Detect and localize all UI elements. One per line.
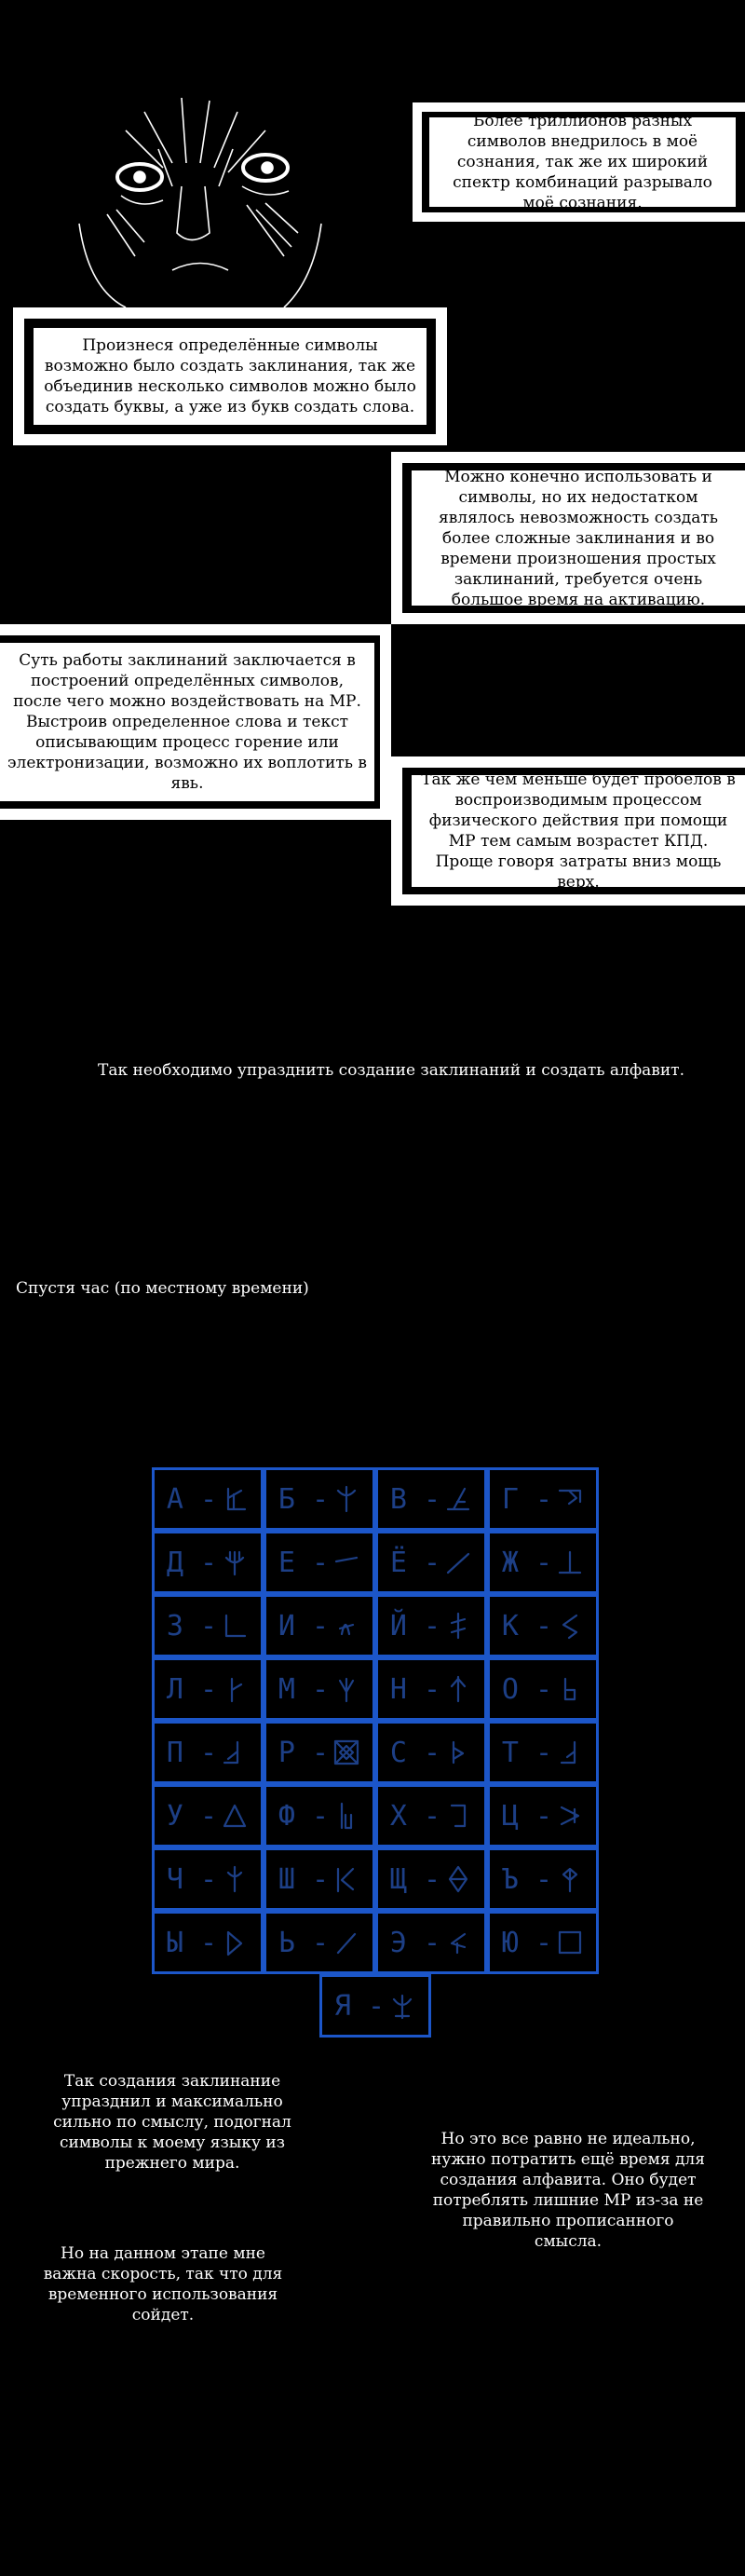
alphabet-cell [152, 1721, 264, 1784]
alphabet-letter: И - [278, 1609, 330, 1642]
alphabet-cell [264, 1784, 375, 1847]
alphabet-cell [487, 1531, 599, 1594]
alphabet-cell [375, 1847, 487, 1911]
glyph-i-icon [332, 1612, 360, 1640]
glyph-m-icon [332, 1675, 360, 1703]
alphabet-cell [152, 1594, 264, 1657]
alphabet-letter: Т - [501, 1736, 553, 1769]
glyph-zh-icon [556, 1548, 584, 1576]
glyph-sch-icon [444, 1865, 472, 1893]
alphabet-cell [487, 1911, 599, 1974]
alphabet-letter: Е - [278, 1546, 330, 1579]
alphabet-letter: В - [389, 1482, 441, 1516]
glyph-soft-icon [332, 1929, 360, 1956]
panel-text-right-2: Так же чем меньше будет пробелов в воспроизводимым процессом физического действия при помощи МР тем самым возрастет КПД. Проще говоря затраты вниз мощь верх. [412, 775, 745, 887]
alphabet-cell [487, 1657, 599, 1721]
panel-text-right-1: Можно конечно использовать и символы, но их недостатком являлось невозможность создать более сложные заклинания и во времени произношения простых заклинаний, требуется очень большое время на активацию. [412, 470, 745, 606]
panel-text-top-right: Более триллионов разных символов внедрилось в моё сознания, так же их широкий спектр комбинаций разрывало моё сознания. [429, 117, 736, 207]
glyph-hard-icon [556, 1865, 584, 1893]
face-illustration [70, 93, 331, 317]
alphabet-cell [264, 1467, 375, 1531]
alphabet-cell [375, 1657, 487, 1721]
glyph-k-icon [556, 1612, 584, 1640]
alphabet-cell [487, 1721, 599, 1784]
glyph-e-icon [332, 1548, 360, 1576]
glyph-t-icon [556, 1738, 584, 1766]
alphabet-cell [152, 1911, 264, 1974]
glyph-n-icon [444, 1675, 472, 1703]
alphabet-letter: Ф - [278, 1799, 330, 1833]
narration-time-skip: Спустя час (по местному времени) [16, 1279, 309, 1298]
glyph-l-icon [221, 1675, 249, 1703]
alphabet-letter: А - [166, 1482, 218, 1516]
alphabet-cell [375, 1531, 487, 1594]
glyph-s-icon [444, 1738, 472, 1766]
alphabet-letter: Щ - [389, 1862, 441, 1896]
speech-box-right-1 [391, 452, 745, 624]
alphabet-letter: Д - [166, 1546, 218, 1579]
alphabet-letter: П - [166, 1736, 218, 1769]
glyph-a-icon [221, 1485, 249, 1513]
alphabet-cell [152, 1847, 264, 1911]
alphabet-cell [264, 1721, 375, 1784]
alphabet-letter: Р - [278, 1736, 330, 1769]
glyph-ae-icon [444, 1929, 472, 1956]
glyph-o-icon [556, 1675, 584, 1703]
alphabet-cell [375, 1911, 487, 1974]
alphabet-cell [152, 1784, 264, 1847]
speech-box-right-2 [391, 756, 745, 906]
alphabet-cell [375, 1784, 487, 1847]
alphabet-cell [264, 1531, 375, 1594]
alphabet-cell [264, 1657, 375, 1721]
alphabet-letter: Ю - [501, 1926, 553, 1959]
alphabet-letter: Н - [389, 1672, 441, 1706]
alphabet-letter: Ш - [278, 1862, 330, 1896]
glyph-v-icon [444, 1485, 472, 1513]
alphabet-letter: Х - [389, 1799, 441, 1833]
alphabet-cell [487, 1594, 599, 1657]
glyph-ts-icon [556, 1802, 584, 1830]
alphabet-cell [487, 1467, 599, 1531]
alphabet-letter: Ж - [501, 1546, 553, 1579]
alphabet-letter: Ч - [166, 1862, 218, 1896]
alphabet-letter: М - [278, 1672, 330, 1706]
glyph-f-icon [332, 1802, 360, 1830]
glyph-u-icon [221, 1802, 249, 1830]
glyph-z-icon [221, 1612, 249, 1640]
alphabet-letter: Й - [389, 1609, 441, 1642]
speech-box-top-right [413, 102, 745, 222]
alphabet-cell [264, 1847, 375, 1911]
narration-left-a: Так создания заклинание упразднил и максимально сильно по смыслу, подогнал символы к моему языку из прежнего мира. [53, 2072, 291, 2173]
alphabet-letter: Ё - [389, 1546, 441, 1579]
alphabet-letter: З - [166, 1609, 218, 1642]
glyph-p-icon [221, 1738, 249, 1766]
glyph-y-icon [444, 1612, 472, 1640]
alphabet-letter: О - [501, 1672, 553, 1706]
alphabet-letter: Л - [166, 1672, 218, 1706]
alphabet-letter: Г - [501, 1482, 553, 1516]
alphabet-letter: Б - [278, 1482, 330, 1516]
alphabet-letter: У - [166, 1799, 218, 1833]
alphabet-cell [375, 1467, 487, 1531]
alphabet-cell [152, 1657, 264, 1721]
alphabet-cell [487, 1784, 599, 1847]
alphabet-cell [264, 1911, 375, 1974]
speech-box-left-1 [13, 307, 447, 445]
alphabet-cell [375, 1594, 487, 1657]
narration-left-b: Но на данном этапе мне важна скорость, так что для временного использования сойдет. [43, 2244, 283, 2324]
alphabet-letter: Ь - [278, 1926, 330, 1959]
alphabet-letter: Ы - [166, 1926, 218, 1959]
alphabet-cell [152, 1531, 264, 1594]
glyph-h-icon [444, 1802, 472, 1830]
glyph-ya-icon [388, 1992, 416, 2020]
glyph-yo-icon [444, 1548, 472, 1576]
panel-text-left-1: Произнеся определённые символы возможно было создать заклинания, так же объединив несколько символов можно было создать буквы, а уже из букв создать слова. [34, 328, 427, 425]
alphabet-letter: Ц - [501, 1799, 553, 1833]
alphabet-letter: С - [389, 1736, 441, 1769]
alphabet-letter: К - [501, 1609, 553, 1642]
alphabet-cell [375, 1721, 487, 1784]
alphabet-letter: Я - [333, 1989, 386, 2023]
narration-right-a: Но это все равно не идеально, нужно потратить ещё время для создания алфавита. Оно будет потреблять лишние МР из-за не правильно прописанного смысла. [431, 2130, 705, 2251]
alphabet-letter: Э - [389, 1926, 441, 1959]
narration-alphabet-intro: Так необходимо упразднить создание заклинаний и создать алфавит. [98, 1061, 684, 1080]
glyph-g-icon [556, 1485, 584, 1513]
panel-text-left-2: Суть работы заклинаний заключается в построений определённых символов, после чего можно воздействовать на МР. Выстроив определенное слова и текст описывающим процесс горение или электронизации, возможно их воплотить в явь. [0, 643, 374, 801]
glyph-sh-icon [332, 1865, 360, 1893]
alphabet-cell [264, 1594, 375, 1657]
glyph-yu-icon [556, 1929, 584, 1956]
alphabet-cell [319, 1974, 431, 2038]
alphabet-cell [152, 1467, 264, 1531]
glyph-r-icon [332, 1738, 360, 1766]
glyph-ch-icon [221, 1865, 249, 1893]
speech-box-left-2 [0, 624, 391, 820]
alphabet-cell [487, 1847, 599, 1911]
alphabet-letter: Ъ - [501, 1862, 553, 1896]
glyph-b-icon [332, 1485, 360, 1513]
glyph-yi-icon [221, 1929, 249, 1956]
glyph-d-icon [221, 1548, 249, 1576]
